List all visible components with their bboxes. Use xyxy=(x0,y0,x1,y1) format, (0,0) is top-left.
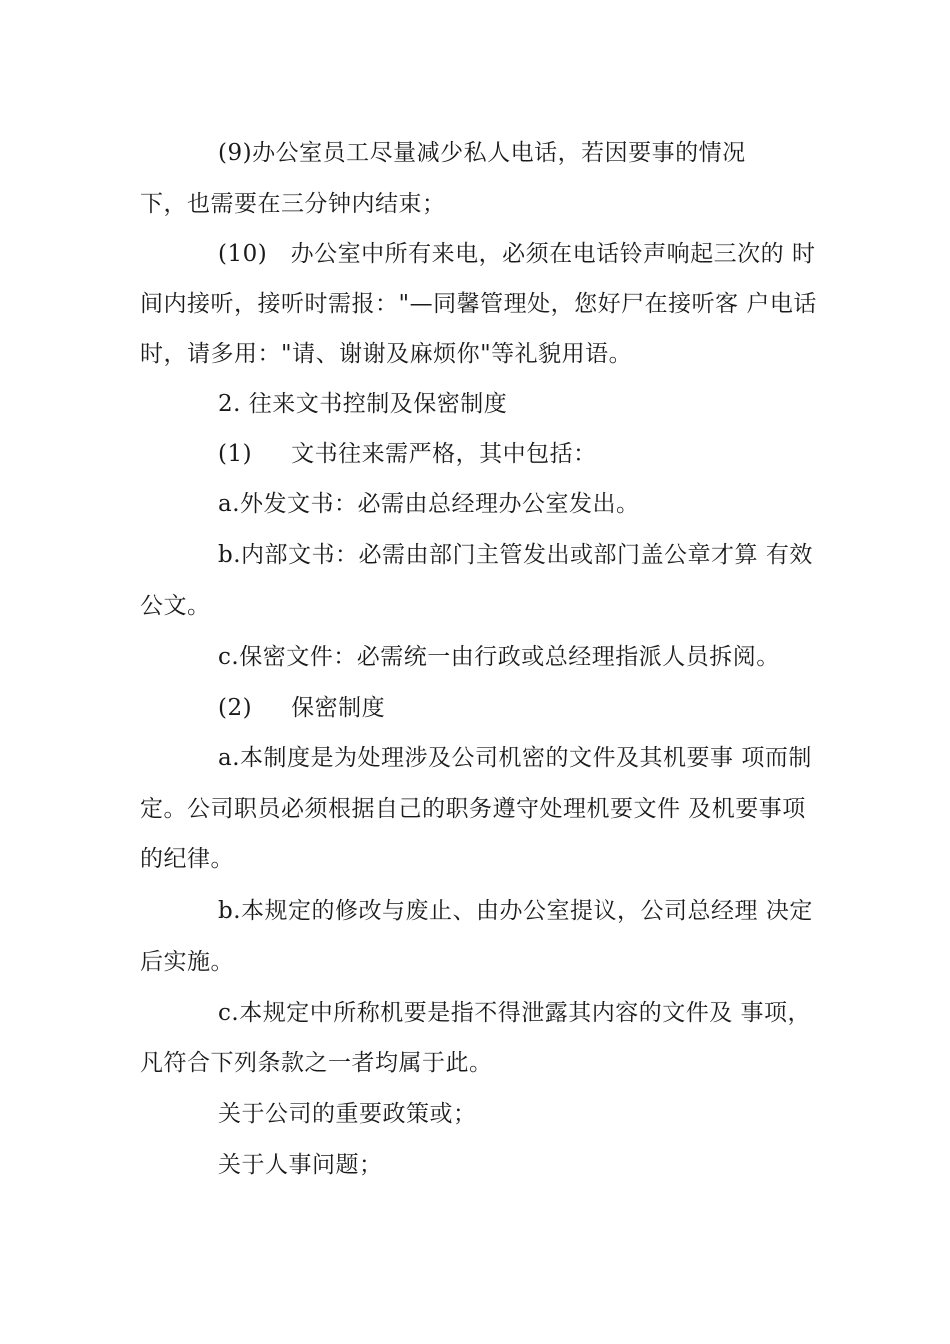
text-line: (9)办公室员工尽量减少私人电话，若因要事的情况 xyxy=(218,140,746,166)
text-line: 关于人事问题； xyxy=(218,1152,383,1178)
text-line: (1) 文书往来需严格，其中包括： xyxy=(218,441,597,467)
text-line: b.内部文书：必需由部门主管发出或部门盖公章才算 有效 xyxy=(218,542,813,568)
text-line: c.本规定中所称机要是指不得泄露其内容的文件及 事项， xyxy=(218,1000,812,1026)
section-heading: 2. 往来文书控制及保密制度 xyxy=(218,391,508,417)
text-line: 关于公司的重要政策或； xyxy=(218,1101,477,1127)
text-line: b.本规定的修改与废止、由办公室提议，公司总经理 决定 xyxy=(218,898,813,924)
text-line: 凡符合下列条款之一者均属于此。 xyxy=(140,1050,493,1076)
text-line: (10) 办公室中所有来电，必须在电话铃声响起三次的 时 xyxy=(218,241,816,267)
text-line: (2) 保密制度 xyxy=(218,695,386,721)
text-line: c.保密文件：必需统一由行政或总经理指派人员拆阅。 xyxy=(218,644,780,670)
text-line: a.外发文书：必需由总经理办公室发出。 xyxy=(218,491,640,517)
text-line: 下，也需要在三分钟内结束； xyxy=(140,191,446,217)
text-line: 间内接听，接听时需报："—同馨管理处，您好尸在接听客 户电话 xyxy=(140,291,817,317)
text-line: a.本制度是为处理涉及公司机密的文件及其机要事 项而制 xyxy=(218,745,812,771)
text-line: 时，请多用："请、谢谢及麻烦你"等礼貌用语。 xyxy=(140,341,633,367)
text-line: 定。公司职员必须根据自己的职务遵守处理机要文件 及机要事项 xyxy=(140,796,806,822)
text-line: 的纪律。 xyxy=(140,846,234,872)
text-line: 后实施。 xyxy=(140,949,234,975)
text-line: 公文。 xyxy=(140,593,211,619)
